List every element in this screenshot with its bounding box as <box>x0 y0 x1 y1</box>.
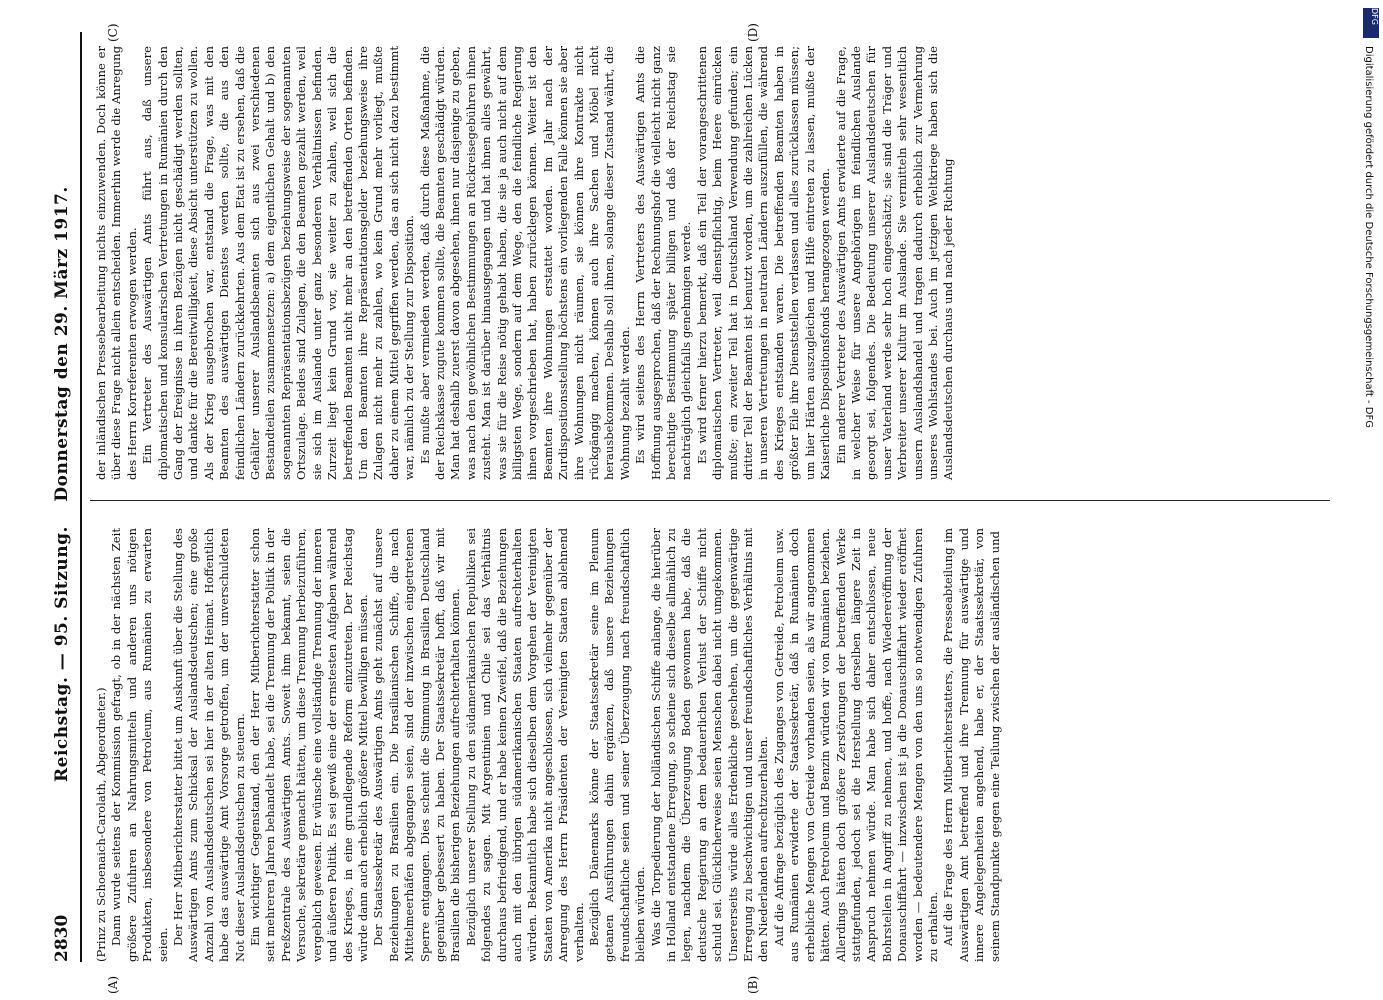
digitization-notice: Digitalisierung gefördert durch die Deutsche Forschungsgemeinschaft - DFG <box>1363 46 1374 429</box>
paragraph: (Prinz zu Schoenaich-Carolath, Abgeordneter.) <box>94 687 108 962</box>
paragraph: Auf die Anfrage bezüglich des Zuganges von Getreide, Petroleum usw. aus Rumänien erwiderte der Staatssekretär, daß in Rumänien doch erhebliche Mengen von Getreide vorhanden seien, als wir angenommen hätten. Auch Petroleum und Benzin würden wir von Rumänien beziehen. Allerdings hätten doch größere Zerstörungen der betreffenden Werke stattgefunden, jedoch sei die Herstellung derselben längere Zeit in Anspruch nehmen würde. Man habe sich daher entschlossen, neue Bohrstellen in Angriff zu nehmen, und hoffe, nach Wiedereröffnung der Donauschiffahrt — inzwischen ist ja die Donauschiffahrt wieder eröffnet worden — bedeutendere Mengen von den uns so notwendigen Zufuhren zu erhalten. <box>771 528 940 962</box>
paragraph: Es wird ferner hierzu bemerkt, daß ein Teil der vorangeschrittenen diplomatischen Vertreter, weil dienstpflichtig, beim Heere einrücken mußte; ein zweiter Teil hat in Deutschland Verwendung gefunden; ein dritter Teil der Beamten ist benutzt worden, um die zahlreichen Lücken in unseren Vertretungen in neutralen Ländern auszufüllen, die während des Krieges entstanden waren. Die betreffenden Beamten haben in größter Eile ihre Dienststellen verlassen und alles zurücklassen müssen; um hier Härten auszugleichen und Hilfe eintreten zu lassen, mußte der Kaiserliche Dispositionsfonds herangezogen werden. <box>694 46 833 480</box>
left-column <box>94 528 1003 962</box>
margin-marker-a: (A) <box>106 975 120 994</box>
running-title-left: Reichstag. — 95. Sitzung. <box>52 526 72 782</box>
paragraph: Ein Vertreter des Auswärtigen Amts führt aus, daß unsere diplomatischen und konsularischen Vertretungen in Rumänien durch den Gang der Ereignisse in ihren Bezügen nicht geschädigt werden sollten, und dankte für die Bereitwilligkeit, diese Absicht unterstützen zu wollen. Als der Krieg ausgebrochen war, entstand die Frage, was mit den Beamten des auswärtigen Dienstes werden sollte, die aus den feindlichen Ländern zurückkehrten. Aus dem Etat ist zu ersehen, daß die Gehälter unserer Auslandsbeamten sich aus zwei verschiedenen Bestandteilen zusammensetzen: a) dem eigentlichen Gehalt und b) den sogenannten Repräsentationsbezügen beziehungsweise der sogenannten Ortszulage. Beides sind Zulagen, die den Beamten gezahlt werden, weil sie sich im Auslande unter ganz besonderen Verhältnissen befinden. Zurzeit liegt kein Grund vor, sie weiter zu zahlen, weil sich die betreffenden Beamten nicht mehr an den betreffenden Orten befinden. Um den Beamten ihre Repräsentationsgelder beziehungsweise ihre Zulagen nicht mehr zu zahlen, wo kein Grund mehr vorliegt, mußte daher zu einem Mittel gegriffen werden, das an sich nicht dazu bestimmt war, nämlich zu der Stellung zur Disposition. <box>140 46 417 480</box>
column-divider <box>90 500 1330 501</box>
paragraph: Bezüglich Dänemarks könne der Staatssekretär seine im Plenum getanen Ausführungen dahin ergänzen, daß unsere Beziehungen freundschaftliche seien und seiner Überzeugung nach freundschaftlich bleiben würden. <box>587 528 648 962</box>
paragraph: der inländischen Pressebearbeitung nichts einzuwenden. Doch könne er über diese Frage nicht allein entscheiden. Immerhin werde die Anregung des Herrn Korreferenten erwogen werden. <box>94 46 139 480</box>
margin-marker-b: (B) <box>746 975 760 994</box>
paragraph: Es wird seitens des Herrn Vertreters des Auswärtigen Amts die Hoffnung ausgesprochen, daß der Rechnungshof die vielleicht nicht ganz berechtigte Bestimmung später billigen und daß der Reichstag sie nachträglich gleichfalls genehmigen werde. <box>633 46 694 480</box>
margin-marker-c: (C) <box>106 23 120 42</box>
running-title-date: Donnerstag den 29. März 1917. <box>52 186 72 502</box>
paragraph: Ein wichtiger Gegenstand, den der Herr Mitberichterstatter schon seit mehreren Jahren behandelt habe, sei die Trennung der Politik in der Preßzentrale des Auswärtigen Amts. Soweit ihm bekannt, seien die Versuche, sekretäre gemacht hätten, um diese Trennung herbeizuführen, vergeblich gewesen. Er wünsche eine vollständige Trennung der inneren und äußeren Politik. Es sei gewiß eine der ernstesten Aufgaben während des Krieges, in eine grundlegende Reform einzutreten. Der Reichstag würde dann auch erheblich größere Mittel bewilligen müssen. <box>248 528 370 962</box>
margin-marker-d: (D) <box>746 23 760 42</box>
running-title <box>52 168 72 782</box>
paragraph: Was die Torpedierung der holländischen Schiffe anlange, die hierüber in Holland entstandene Erregung, so scheine sich dieselbe allmählich zu legen, nachdem die Überzeugung Boden gewonnen habe, daß die deutsche Regierung an dem bedauerlichen Verlust der Schiffe nicht schuld sei. Glücklicherweise seien Menschen dabei nicht umgekommen. Unsererseits würde alles Erdenkliche geschehen, um die gegenwärtige Erregung zu beschwichtigen und unser freundschaftliches Verhältnis mit den Niederlanden aufrechtzuerhalten. <box>648 528 771 962</box>
paragraph: Es mußte aber vermieden werden, daß durch diese Maßnahme, die der Reichskasse zugute kommen sollte, die Beamten geschädigt würden. Man hat deshalb zuerst davon abgesehen, ihnen nur dasjenige zu geben, was nach den gewöhnlichen Bestimmungen an Rückreisegebühren ihnen zusteht. Man ist darüber hinausgegangen und hat ihnen alles gewährt, was sie für die Reise nötig gehabt haben, die sie ja auch nicht auf dem billigsten Wege, sondern auf dem Wege, den die feindliche Regierung ihnen vorgeschrieben hat, haben zurücklegen können. Weiter ist den Beamten ihre Wohnungen erstattet worden. Im Jahr nach der Zurdispositionsstellung höchstens ein vorliegenden Falle können sie aber ihre Wohnungen nicht räumen, sie können ihre Kontrakte nicht rückgängig machen, können auch ihre Sachen und Möbel nicht herausbekommen. Deshalb soll ihnen, solange dieser Zustand währt, die Wohnung bezahlt werden. <box>417 46 632 480</box>
paragraph: Bezüglich unserer Stellung zu den südamerikanischen Republiken sei folgendes zu sagen. Mit Argentinien und Chile sei das Verhältnis durchaus befriedigend, und er habe keinen Zweifel, daß die Beziehungen auch mit den übrigen südamerikanischen Staaten aufrechterhalten würden. Bekanntlich habe sich dieselben dem Vorgehen der Vereinigten Staaten von Amerika nicht angeschlossen, sich vielmehr gegenüber der Anregung des Herrn Präsidenten der Vereinigten Staaten ablehnend verhalten. <box>463 528 586 962</box>
page-number: 2830 <box>52 914 72 962</box>
paragraph: Dann wurde seitens der Kommission gefragt, ob in der nächsten Zeit größere Zufuhren an Nahrungsmitteln und anderen uns nötigen Produkten, insbesondere von Petroleum, aus Rumänien zu erwarten seien. <box>109 528 170 962</box>
paragraph: Auf die Frage des Herrn Mitberichterstatters, die Presseabteilung im Auswärtigen Amt betreffend und ihre Trennung für auswärtige und innere Angelegenheiten angehend, habe er, der Staatssekretär, von seinem Standpunkte gegen eine Teilung zwischen der ausländischen und <box>941 528 1002 962</box>
paragraph: Ein anderer Vertreter des Auswärtigen Amts erwiderte auf die Frage, in welcher Weise für unsere Angehörigen im feindlichen Auslande gesorgt sei, folgendes. Die Bedeutung unserer Auslandsdeutschen für unser Vaterland werde sehr hoch eingeschätzt; sie sind die Träger und Verbreiter unserer Kultur im Auslande. Sie vermitteln sehr wesentlich unsern Auslandshandel und tragen dadurch erheblich zur Vermehrung unseres Wohlstandes bei. Auch im jetzigen Weltkriege haben sich die Auslandsdeutschen durchaus und nach jeder Richtung <box>833 46 956 480</box>
paragraph: Der Staatssekretär des Auswärtigen Amts geht zunächst auf unsere Beziehungen zu Brasilien ein. Die brasilianischen Schiffe, die nach Mittelmeerhäfen abgegangen seien, sind der inzwischen eingetretenen Sperre entgangen. Dies scheint die Stimmung in Brasilien Deutschland gegenüber gebessert zu haben. Der Staatssekretär hofft, daß wir mit Brasilien die bisherigen Beziehungen aufrechterhalten können. <box>371 528 463 962</box>
dfg-logo: DFG <box>1363 8 1379 38</box>
paragraph: Der Herr Mitberichterstatter bittet um Auskunft über die Stellung des Auswärtigen Amts zum Schicksal der Auslandsdeutschen; eine große Anzahl von Auslandsdeutschen sei hier in der alten Heimat. Hoffentlich habe das auswärtige Amt Vorsorge getroffen, um der unverschuldeten Not dieser Auslandsdeutschen zu steuern. <box>171 528 247 962</box>
right-column <box>94 46 957 480</box>
page-header <box>46 32 82 962</box>
rotated-page <box>46 23 1336 994</box>
